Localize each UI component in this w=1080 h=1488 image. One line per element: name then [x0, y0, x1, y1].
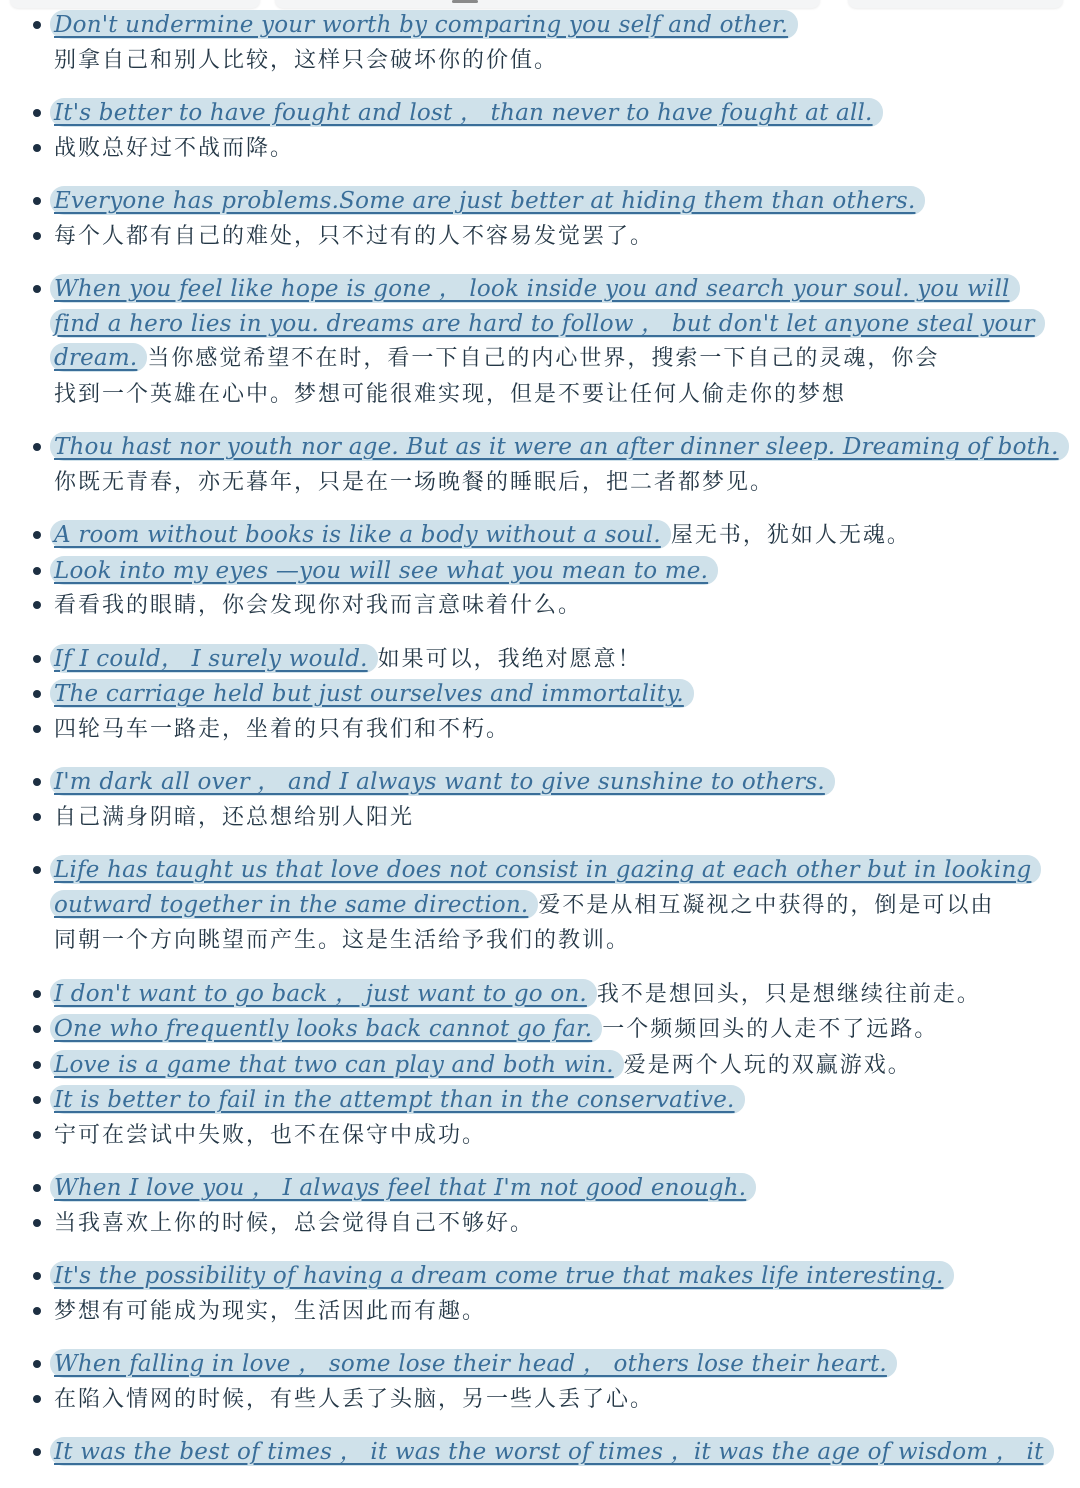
note-line	[0, 677, 1080, 712]
chinese-translation: 当你感觉希望不在时，看一下自己的内心世界，搜索一下自己的灵魂，你会	[147, 346, 940, 371]
note-line	[0, 131, 1080, 167]
note-group	[0, 853, 1080, 959]
bullet-icon	[33, 443, 41, 451]
note-line	[0, 184, 1080, 219]
english-quote-highlight: Thou hast nor youth nor age. But as it were an after dinner sleep. Dreaming of both.	[50, 432, 1069, 461]
bullet-icon	[33, 531, 41, 539]
bullet-icon	[33, 285, 41, 293]
note-group	[0, 765, 1080, 835]
english-quote-highlight: I'm dark all over ， and I always want to give sunshine to others.	[50, 767, 835, 796]
bullet-icon	[33, 1184, 41, 1192]
note-line	[0, 1118, 1080, 1154]
note-line	[0, 1206, 1080, 1242]
english-quote-highlight: I don't want to go back ， just want to go on.	[50, 979, 597, 1008]
note-group	[0, 430, 1080, 500]
chinese-translation: 四轮马车一路走，坐着的只有我们和不朽。	[54, 716, 511, 742]
bullet-icon	[33, 655, 41, 663]
note-line	[0, 341, 1080, 377]
note-line	[0, 765, 1080, 800]
bullet-icon	[33, 21, 41, 29]
chinese-translation: 如果可以，我绝对愿意！	[377, 646, 642, 672]
note-line	[0, 219, 1080, 255]
note-group	[0, 1259, 1080, 1329]
bullet-icon	[33, 1219, 41, 1227]
chinese-translation: 看看我的眼睛，你会发现你对我而言意味着什么。	[54, 593, 583, 618]
note-line	[0, 1171, 1080, 1206]
note-line	[0, 1382, 1080, 1418]
note-group	[0, 1171, 1080, 1241]
note-line	[0, 888, 1080, 924]
english-quote-highlight: When I love you ， I always feel that I'm not good enough.	[50, 1173, 756, 1202]
note-line	[0, 377, 1080, 413]
note-line	[0, 307, 1080, 342]
bullet-icon	[33, 1061, 41, 1069]
note-line	[0, 554, 1080, 589]
bullet-icon	[33, 1025, 41, 1033]
chinese-translation: 自己满身阴暗，还总想给别人阳光	[54, 804, 415, 830]
note-group	[0, 518, 1080, 624]
english-quote-highlight: Love is a game that two can play and both win.	[50, 1050, 624, 1079]
english-quote-highlight: Everyone has problems.Some are just better at hiding them than others.	[50, 186, 925, 215]
bullet-icon	[33, 567, 41, 575]
english-quote-highlight: Look into my eyes —you will see what you mean to me.	[50, 556, 718, 585]
note-line	[0, 712, 1080, 748]
note-line	[0, 8, 1080, 43]
notes-list	[0, 8, 1080, 1488]
note-group	[0, 8, 1080, 78]
bullet-icon	[33, 1448, 41, 1456]
english-quote-highlight: outward together in the same direction.	[50, 890, 538, 919]
bullet-icon	[33, 778, 41, 786]
note-group	[0, 272, 1080, 412]
note-line	[0, 272, 1080, 307]
note-line	[0, 1048, 1080, 1084]
top-card	[848, 0, 1063, 8]
bullet-icon	[33, 813, 41, 821]
note-line	[0, 588, 1080, 624]
note-line	[0, 1294, 1080, 1330]
note-line	[0, 1347, 1080, 1382]
bullet-icon	[33, 144, 41, 152]
chinese-translation: 爱不是从相互凝视之中获得的，倒是可以由	[538, 892, 995, 918]
note-line	[0, 1259, 1080, 1294]
note-line	[0, 923, 1080, 959]
bullet-icon	[33, 990, 41, 998]
chinese-translation: 梦想有可能成为现实，生活因此而有趣。	[54, 1298, 487, 1324]
chinese-translation: 当我喜欢上你的时候，总会觉得自己不够好。	[54, 1210, 535, 1236]
bullet-icon	[33, 690, 41, 698]
bullet-icon	[33, 232, 41, 240]
english-quote-highlight: A room without books is like a body without a soul.	[50, 520, 671, 549]
bullet-icon	[33, 725, 41, 733]
note-line	[0, 977, 1080, 1013]
note-line	[0, 518, 1080, 554]
note-group	[0, 1347, 1080, 1417]
bullet-icon	[33, 1307, 41, 1315]
english-quote-highlight: It is better to fail in the attempt than in the conservative.	[50, 1085, 745, 1114]
note-line	[0, 642, 1080, 678]
note-group	[0, 184, 1080, 254]
bullet-icon	[33, 1131, 41, 1139]
english-quote-highlight: When you feel like hope is gone ， look inside you and search your soul. you will	[50, 274, 1020, 303]
bullet-icon	[33, 1360, 41, 1368]
chinese-translation: 找到一个英雄在心中。梦想可能很难实现，但是不要让任何人偷走你的梦想	[54, 381, 847, 407]
top-card	[10, 0, 260, 8]
drag-handle[interactable]	[452, 0, 478, 3]
bullet-icon	[33, 866, 41, 874]
note-group	[0, 96, 1080, 166]
bullet-icon	[33, 1096, 41, 1104]
note-line	[0, 43, 1080, 79]
chinese-translation: 同朝一个方向眺望而产生。这是生活给予我们的教训。	[54, 928, 631, 953]
bullet-icon	[33, 1395, 41, 1403]
chinese-translation: 别拿自己和别人比较，这样只会破坏你的价值。	[54, 47, 559, 73]
note-line	[0, 800, 1080, 836]
chinese-translation: 屋无书，犹如人无魂。	[670, 523, 911, 548]
chinese-translation: 宁可在尝试中失败，也不在保守中成功。	[54, 1122, 487, 1148]
note-group	[0, 977, 1080, 1154]
chinese-translation: 我不是想回头，只是想继续往前走。	[596, 981, 981, 1007]
note-line	[0, 430, 1080, 465]
bullet-icon	[33, 1272, 41, 1280]
chinese-translation: 你既无青春，亦无暮年，只是在一场晚餐的睡眠后，把二者都梦见。	[54, 469, 775, 495]
english-quote-highlight: The carriage held but just ourselves and immortality.	[50, 679, 694, 708]
note-line	[0, 96, 1080, 131]
bullet-icon	[33, 109, 41, 117]
english-quote-highlight: It was the best of times ， it was the worst of times ，it was the age of wisdom ， it	[50, 1437, 1054, 1466]
english-quote-highlight: find a hero lies in you. dreams are hard to follow ， but don't let anyone steal your	[50, 309, 1045, 338]
note-group	[0, 1435, 1080, 1470]
chinese-translation: 爱是两个人玩的双赢游戏。	[623, 1052, 912, 1078]
english-quote-highlight: Life has taught us that love does not consist in gazing at each other but in looking	[50, 855, 1041, 884]
top-card	[275, 0, 820, 8]
chinese-translation: 在陷入情网的时候，有些人丢了头脑，另一些人丢了心。	[54, 1386, 655, 1412]
bullet-icon	[33, 601, 41, 609]
chinese-translation: 战败总好过不战而降。	[54, 135, 295, 161]
note-line	[0, 1083, 1080, 1118]
english-quote-highlight: When falling in love ， some lose their head ， others lose their heart.	[50, 1349, 897, 1378]
note-line	[0, 465, 1080, 501]
english-quote-highlight: dream.	[50, 343, 147, 372]
chinese-translation: 一个频频回头的人走不了远路。	[602, 1017, 939, 1042]
english-quote-highlight: One who frequently looks back cannot go far.	[50, 1014, 602, 1043]
english-quote-highlight: It's the possibility of having a dream come true that makes life interesting.	[50, 1261, 954, 1290]
english-quote-highlight: Don't undermine your worth by comparing you self and other.	[50, 10, 798, 39]
note-line	[0, 1435, 1080, 1470]
english-quote-highlight: If I could， I surely would.	[50, 644, 378, 673]
chinese-translation: 每个人都有自己的难处，只不过有的人不容易发觉罢了。	[54, 223, 655, 249]
note-group	[0, 642, 1080, 748]
note-line	[0, 1012, 1080, 1048]
bullet-icon	[33, 197, 41, 205]
english-quote-highlight: It's better to have fought and lost ， than never to have fought at all.	[50, 98, 883, 127]
note-line	[0, 853, 1080, 888]
